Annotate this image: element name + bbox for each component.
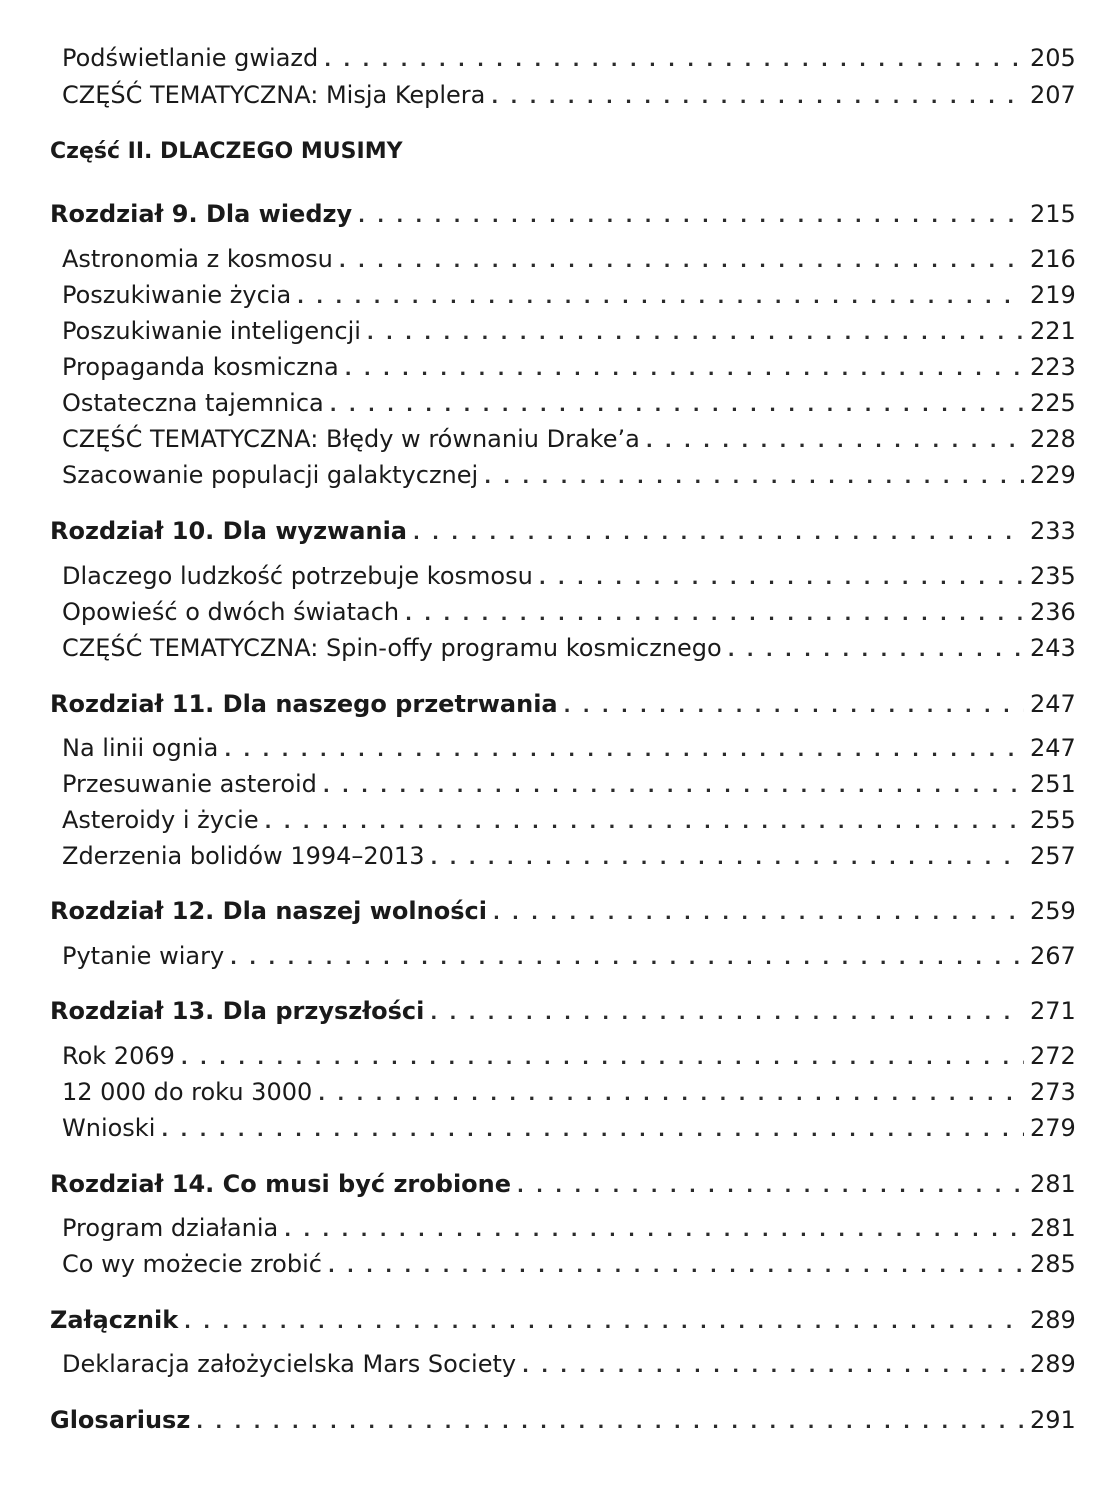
toc-entry[interactable]	[50, 427, 1074, 451]
toc-entry[interactable]	[50, 355, 1074, 379]
toc-entry[interactable]	[50, 1216, 1074, 1240]
toc-chapter-title: Rozdział 12. Dla naszej wolności	[50, 897, 487, 925]
dot-leader	[405, 606, 1024, 624]
toc-entry-title: Poszukiwanie inteligencji	[62, 317, 361, 345]
toc-entry-page: 228	[1030, 425, 1076, 453]
toc-entry-page: 219	[1030, 281, 1076, 309]
toc-chapter-page: 289	[1030, 1306, 1076, 1334]
toc-entry-page: 229	[1030, 461, 1076, 489]
toc-chapter-page: 291	[1030, 1406, 1076, 1434]
toc-entry[interactable]	[50, 1352, 1074, 1376]
dot-leader	[430, 1005, 1024, 1023]
toc-entry-page: 247	[1030, 734, 1076, 762]
toc-entry[interactable]	[50, 772, 1074, 796]
toc-chapter[interactable]	[50, 202, 1074, 226]
dot-leader	[265, 814, 1024, 832]
toc-entry-page: 281	[1030, 1214, 1076, 1242]
toc-entry[interactable]	[50, 600, 1074, 624]
toc-entry[interactable]	[50, 46, 1074, 70]
toc-entry-page: 216	[1030, 245, 1076, 273]
toc-entry-page: 223	[1030, 353, 1076, 381]
toc-entry[interactable]	[50, 1044, 1074, 1068]
toc-entry-title: Propaganda kosmiczna	[62, 353, 339, 381]
toc-entry-title: Poszukiwanie życia	[62, 281, 292, 309]
toc-entry[interactable]	[50, 944, 1074, 968]
toc-entry[interactable]	[50, 844, 1074, 868]
toc-chapter-page: 259	[1030, 897, 1076, 925]
toc-entry-page: 285	[1030, 1250, 1076, 1278]
dot-leader	[284, 1222, 1024, 1240]
toc-entry-title: Astronomia z kosmosu	[62, 245, 333, 273]
toc-entry-title: Dlaczego ludzkość potrzebuje kosmosu	[62, 562, 533, 590]
toc-entry-title: Na linii ognia	[62, 734, 219, 762]
toc-chapter[interactable]	[50, 519, 1074, 543]
toc-chapter[interactable]	[50, 1308, 1074, 1332]
toc-chapter[interactable]	[50, 1172, 1074, 1196]
toc-entry-page: 221	[1030, 317, 1076, 345]
dot-leader	[196, 1414, 1024, 1432]
toc-chapter-page: 281	[1030, 1170, 1076, 1198]
toc-entry-title: Pytanie wiary	[62, 942, 225, 970]
toc-entry-title: Program działania	[62, 1214, 279, 1242]
toc-entry-title: Co wy możecie zrobić	[62, 1250, 322, 1278]
dot-leader	[430, 850, 1024, 868]
toc-entry-page: 255	[1030, 806, 1076, 834]
toc-entry-page: 267	[1030, 942, 1076, 970]
toc-entry-page: 236	[1030, 598, 1076, 626]
dot-leader	[539, 570, 1024, 588]
toc-entry[interactable]	[50, 808, 1074, 832]
toc-entry-title: Przesuwanie asteroid	[62, 770, 317, 798]
toc-entry[interactable]	[50, 564, 1074, 588]
toc-entry-page: 205	[1030, 44, 1076, 72]
toc-entry-title: Wnioski	[62, 1114, 156, 1142]
toc-entry[interactable]	[50, 83, 1074, 107]
dot-leader	[358, 208, 1024, 226]
dot-leader	[297, 289, 1024, 307]
toc-entry-page: 251	[1030, 770, 1076, 798]
toc-entry-title: Szacowanie populacji galaktycznej	[62, 461, 479, 489]
toc-entry-page: 235	[1030, 562, 1076, 590]
toc-chapter-title: Rozdział 10. Dla wyzwania	[50, 517, 407, 545]
dot-leader	[328, 1258, 1024, 1276]
toc-entry-title: CZĘŚĆ TEMATYCZNA: Spin-offy programu kosmicznego	[62, 634, 722, 662]
dot-leader	[491, 89, 1024, 107]
toc-chapter-page: 271	[1030, 997, 1076, 1025]
dot-leader	[230, 950, 1024, 968]
toc-entry-page: 257	[1030, 842, 1076, 870]
toc-entry[interactable]	[50, 1116, 1074, 1140]
toc-chapter-page: 247	[1030, 690, 1076, 718]
toc-chapter[interactable]	[50, 692, 1074, 716]
toc-entry-title: Zderzenia bolidów 1994–2013	[62, 842, 425, 870]
toc-entry-page: 273	[1030, 1078, 1076, 1106]
toc-chapter-title: Załącznik	[50, 1306, 179, 1334]
toc-entry-page: 207	[1030, 81, 1076, 109]
toc-entry[interactable]	[50, 636, 1074, 660]
dot-leader	[728, 642, 1024, 660]
toc-entry-page: 243	[1030, 634, 1076, 662]
dot-leader	[330, 397, 1024, 415]
toc-entry[interactable]	[50, 247, 1074, 271]
toc-entry-title: Podświetlanie gwiazd	[62, 44, 319, 72]
dot-leader	[345, 361, 1024, 379]
toc-chapter[interactable]	[50, 1408, 1074, 1432]
dot-leader	[224, 742, 1024, 760]
toc-entry[interactable]	[50, 1080, 1074, 1104]
toc-chapter-page: 233	[1030, 517, 1076, 545]
dot-leader	[517, 1178, 1024, 1196]
dot-leader	[413, 525, 1024, 543]
toc-entry-title: CZĘŚĆ TEMATYCZNA: Misja Keplera	[62, 81, 486, 109]
dot-leader	[324, 52, 1024, 70]
dot-leader	[646, 433, 1024, 451]
toc-entry[interactable]	[50, 391, 1074, 415]
toc-entry-title: Opowieść o dwóch światach	[62, 598, 400, 626]
toc-chapter-title: Rozdział 9. Dla wiedzy	[50, 200, 353, 228]
dot-leader	[339, 253, 1024, 271]
toc-chapter-title: Rozdział 14. Co musi być zrobione	[50, 1170, 512, 1198]
toc-chapter[interactable]	[50, 999, 1074, 1023]
dot-leader	[484, 469, 1024, 487]
toc-entry-title: Ostateczna tajemnica	[62, 389, 324, 417]
toc-entry-title: Deklaracja założycielska Mars Society	[62, 1350, 517, 1378]
toc-chapter-page: 215	[1030, 200, 1076, 228]
dot-leader	[161, 1122, 1024, 1140]
toc-chapter-title: Rozdział 13. Dla przyszłości	[50, 997, 425, 1025]
dot-leader	[367, 325, 1024, 343]
dot-leader	[318, 1086, 1024, 1104]
toc-entry-page: 289	[1030, 1350, 1076, 1378]
toc-entry-title: 12 000 do roku 3000	[62, 1078, 313, 1106]
dot-leader	[323, 778, 1024, 796]
toc-entry[interactable]	[50, 1252, 1074, 1276]
dot-leader	[522, 1358, 1024, 1376]
dot-leader	[181, 1050, 1024, 1068]
toc-entry[interactable]	[50, 319, 1074, 343]
toc-entry-title: CZĘŚĆ TEMATYCZNA: Błędy w równaniu Drake’a	[62, 425, 640, 453]
toc-entry[interactable]	[50, 463, 1074, 487]
toc-entry[interactable]	[50, 736, 1074, 760]
toc-chapter-title: Glosariusz	[50, 1406, 191, 1434]
toc-chapter-title: Rozdział 11. Dla naszego przetrwania	[50, 690, 558, 718]
dot-leader	[184, 1314, 1024, 1332]
toc-entry-title: Asteroidy i życie	[62, 806, 259, 834]
dot-leader	[564, 698, 1024, 716]
toc-entry-page: 272	[1030, 1042, 1076, 1070]
toc-entry-title: Rok 2069	[62, 1042, 175, 1070]
toc-entry-page: 279	[1030, 1114, 1076, 1142]
part-heading: Część II. DLACZEGO MUSIMY	[50, 139, 403, 164]
toc-entry-page: 225	[1030, 389, 1076, 417]
toc-entry[interactable]	[50, 283, 1074, 307]
dot-leader	[493, 905, 1024, 923]
toc-chapter[interactable]	[50, 899, 1074, 923]
